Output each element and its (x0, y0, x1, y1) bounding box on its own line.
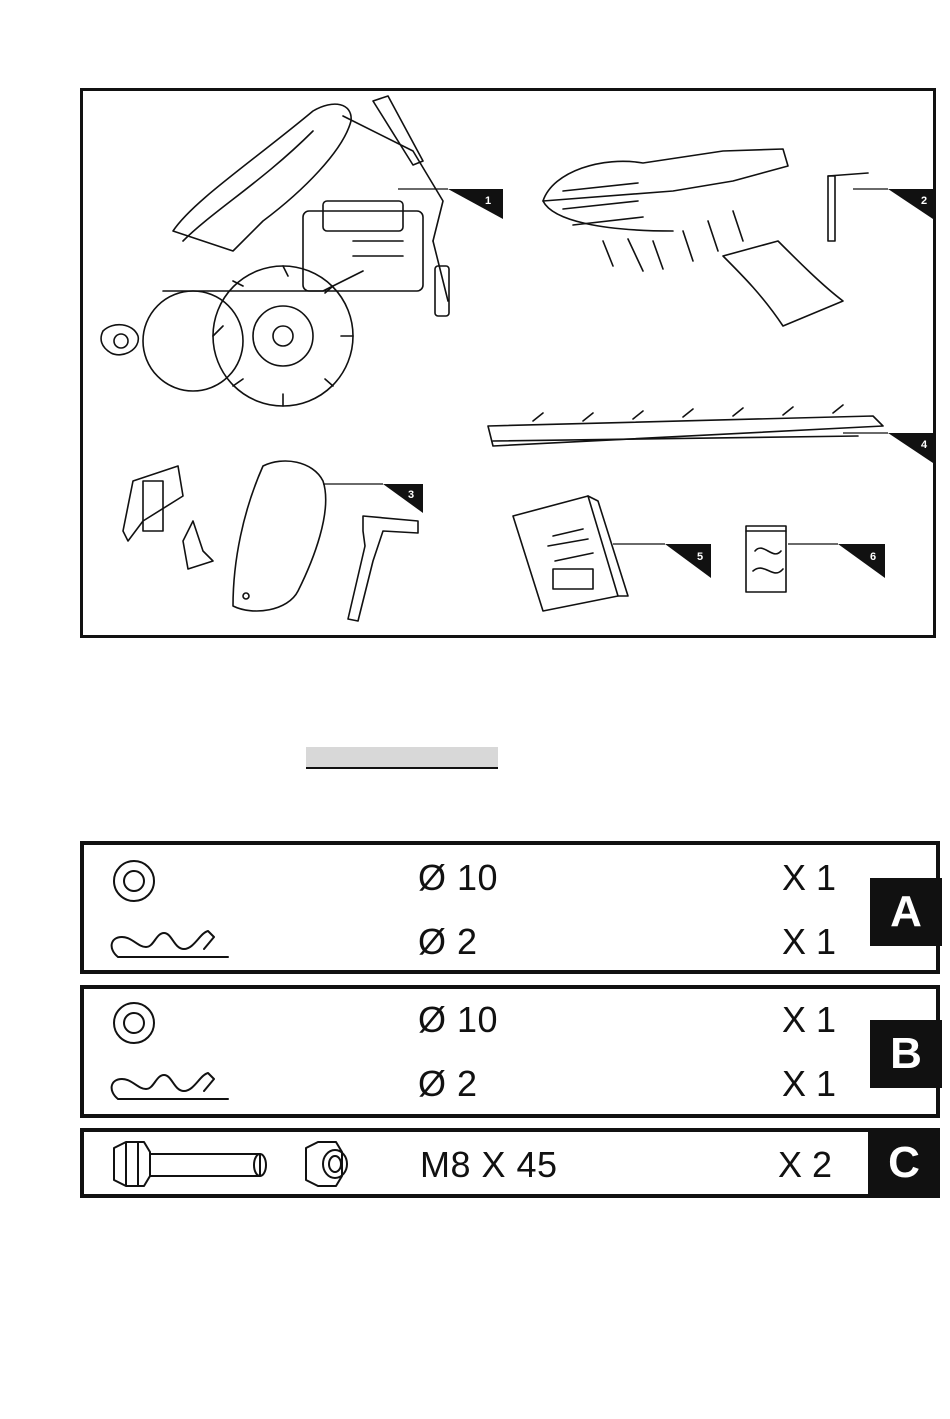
kit-a-label: A (870, 878, 942, 946)
kit-b-row-2-qty: X 1 (782, 1063, 837, 1104)
hardware-bag-drawing (746, 526, 786, 592)
hardware-kit-a (80, 841, 940, 974)
kit-a-row-1-size: Ø 10 (418, 857, 499, 898)
hair-pin-clip-icon (108, 923, 232, 965)
callout-4: 4 (920, 439, 928, 451)
kit-b-row-1-qty: X 1 (782, 999, 837, 1040)
kit-c-row-1-qty: X 2 (778, 1144, 833, 1185)
callout-5: 5 (696, 551, 704, 563)
washer-icon (110, 1001, 160, 1045)
hardware-kit-c (80, 1128, 940, 1198)
cutter-bar-drawing (488, 405, 883, 446)
kit-a-row-1-qty: X 1 (782, 857, 837, 898)
section-heading-bar (306, 747, 498, 769)
hair-pin-clip-icon (108, 1065, 232, 1107)
kit-b-row-2-size: Ø 2 (418, 1063, 478, 1104)
kit-b-row-1-size: Ø 10 (418, 999, 499, 1040)
parts-illustration (83, 91, 933, 635)
guard-and-bracket-drawing (123, 461, 418, 621)
kit-c-row-1-size: M8 X 45 (420, 1144, 558, 1185)
washer-icon (110, 859, 160, 903)
callout-2: 2 (920, 195, 928, 207)
bolt-and-nut-icon (110, 1138, 370, 1190)
kit-c-label: C (868, 1128, 940, 1198)
callout-3: 3 (407, 489, 415, 501)
callout-1: 1 (484, 195, 492, 207)
tiller-rotor-drawing (543, 149, 868, 326)
hardware-kit-b (80, 985, 940, 1118)
callout-markers (383, 189, 933, 578)
callout-6: 6 (869, 551, 877, 563)
kit-a-row-2-size: Ø 2 (418, 921, 478, 962)
tiller-machine-drawing (101, 96, 449, 406)
parts-diagram (80, 88, 936, 638)
kit-b-label: B (870, 1020, 942, 1088)
manual-booklet-drawing (513, 496, 628, 611)
kit-a-row-2-qty: X 1 (782, 921, 837, 962)
